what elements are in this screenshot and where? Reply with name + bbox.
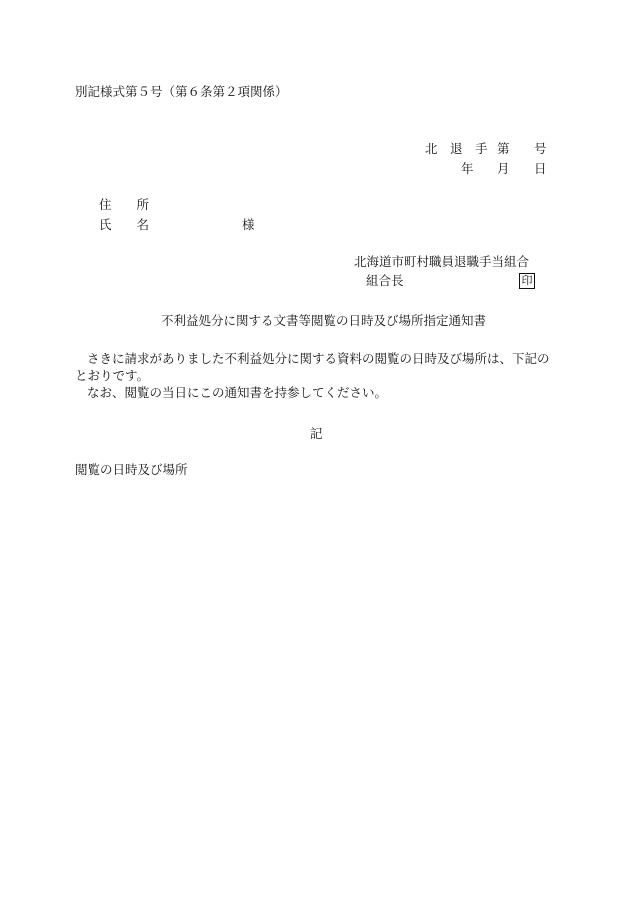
date-month: 月 <box>497 161 510 176</box>
form-number: 別記様式第５号（第６条第２項関係） <box>75 84 288 99</box>
date-day: 日 <box>534 161 547 176</box>
issuer-title: 組合長 <box>366 273 404 288</box>
ki-heading: 記 <box>310 426 323 441</box>
doc-number-go: 号 <box>534 141 547 156</box>
doc-number-prefix: 北 退 手 <box>425 141 488 156</box>
name-label: 氏 名 <box>99 217 150 232</box>
document-title: 不利益処分に関する文書等閲覧の日時及び場所指定通知書 <box>161 313 487 328</box>
body-paragraph-2: なお、閲覧の当日にこの通知書を持参してください。 <box>87 385 388 400</box>
honorific-sama: 様 <box>242 217 255 232</box>
seal-mark: 印 <box>519 273 535 289</box>
body-paragraph-1: さきに請求がありました不利益処分に関する資料の閲覧の日時及び場所は、下記のとおりです。 <box>75 351 550 383</box>
doc-number-dai: 第 <box>497 141 510 156</box>
address-label: 住 所 <box>99 197 150 212</box>
date-year: 年 <box>461 161 474 176</box>
section-heading: 閲覧の日時及び場所 <box>75 462 188 477</box>
issuer-organization: 北海道市町村職員退職手当組合 <box>354 254 530 269</box>
